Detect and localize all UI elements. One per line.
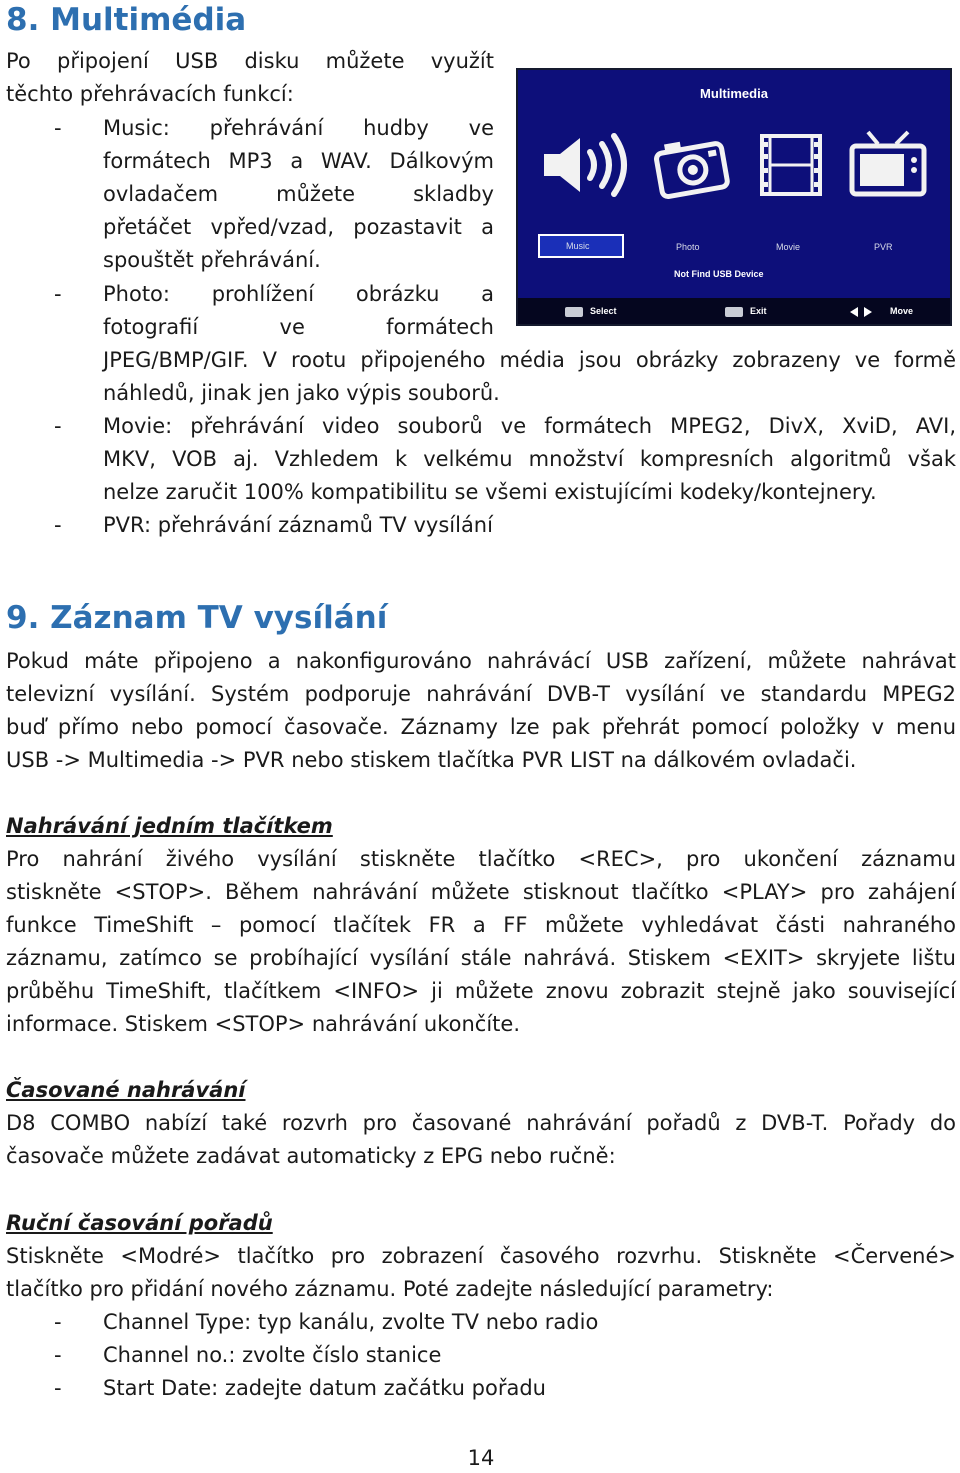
movie-line: Movie: přehrávání video souborů ve formátech MPEG2, DivX, XviD, AVI, (103, 414, 956, 438)
music-line: ovladačem můžete skladby (103, 182, 494, 206)
list-dash: - (54, 1376, 62, 1400)
exit-hint: Exit (750, 306, 767, 316)
one-touch-heading: Nahrávání jedním tlačítkem (6, 814, 333, 838)
pvr-line: PVR: přehrávání záznamů TV vysílání (103, 513, 493, 537)
photo-line: Photo: prohlížení obrázku a (103, 282, 494, 306)
list-item-movie (6, 410, 956, 509)
list-item-text: Channel no.: zvolte číslo stanice (103, 1343, 442, 1367)
list-item (6, 1306, 956, 1339)
paragraph-line: televizní vysílání. Systém podporuje nahrávání DVB-T vysílání ve standardu MPEG2 (6, 682, 956, 706)
ok-button-icon (564, 306, 584, 318)
paragraph-line: D8 COMBO nabízí také rozvrh pro časované nahrávání pořadů z DVB-T. Pořady do (6, 1111, 956, 1135)
paragraph-line: informace. Stiskem <STOP> nahrávání ukončíte. (6, 1012, 521, 1036)
paragraph-line: USB -> Multimedia -> PVR nebo stiskem tlačítka PVR LIST na dálkovém ovladači. (6, 748, 857, 772)
photo-line: fotografií ve formátech (103, 315, 494, 339)
list-item (6, 1372, 956, 1405)
paragraph-line: průběhu TimeShift, tlačítkem <INFO> ji můžete znovu zobrazit stejně jako související (6, 979, 956, 1003)
arrow-keys-icon (848, 306, 888, 318)
photo-line: náhledů, jinak jen jako výpis souborů. (103, 381, 500, 405)
intro-line: Po připojení USB disku můžete využít (6, 49, 494, 73)
intro-line: těchto přehrávacích funkcí: (6, 82, 294, 106)
tab-music[interactable] (538, 234, 624, 258)
list-item-text: Channel Type: typ kanálu, zvolte TV nebo radio (103, 1310, 599, 1334)
section-9-paragraph (6, 645, 956, 777)
tab-pvr[interactable]: PVR (874, 242, 893, 252)
list-dash: - (54, 513, 62, 537)
paragraph-line: funkce TimeShift – pomocí tlačítek FR a FF můžete vyhledávat části nahraného (6, 913, 956, 937)
music-line: spouštět přehrávání. (103, 248, 321, 272)
exit-button-icon (724, 306, 744, 318)
paragraph-line: tlačítko pro přidání nového záznamu. Poté zadejte následující parametry: (6, 1277, 774, 1301)
list-item-pvr (6, 509, 956, 542)
list-dash: - (54, 116, 62, 140)
speaker-icon (540, 130, 632, 200)
camera-icon (652, 130, 732, 200)
paragraph-line: Pro nahrání živého vysílání stiskněte tlačítko <REC>, pro ukončení záznamu (6, 847, 956, 871)
paragraph-line: záznamu, zatímco se probíhající vysílání stále nahrává. Stiskem <EXIT> skryjete lištu (6, 946, 956, 970)
paragraph-line: stiskněte <STOP>. Během nahrávání můžete stisknout tlačítko <PLAY> pro zahájení (6, 880, 956, 904)
multimedia-menu-screenshot (516, 68, 952, 326)
paragraph-line: Pokud máte připojeno a nakonfigurováno nahrávácí USB zařízení, můžete nahrávat (6, 649, 956, 673)
tv-icon (848, 130, 928, 200)
music-line: přetáčet vpřed/vzad, pozastavit a (103, 215, 494, 239)
page-number: 14 (467, 1446, 495, 1470)
section-8-heading: 8. Multimédia (6, 2, 247, 38)
manual-parameter-list (6, 1306, 956, 1405)
tab-photo[interactable]: Photo (676, 242, 700, 252)
list-dash: - (54, 282, 62, 306)
music-line: Music: přehrávání hudby ve (103, 116, 494, 140)
manual-paragraph (6, 1240, 956, 1306)
menu-title: Multimedia (700, 86, 768, 101)
select-hint: Select (590, 306, 617, 316)
film-icon (756, 130, 826, 200)
paragraph-line: Stiskněte <Modré> tlačítko pro zobrazení časového rozvrhu. Stiskněte <Červené> (6, 1244, 956, 1268)
timed-heading: Časované nahrávání (6, 1078, 246, 1102)
section-8-intro (6, 45, 494, 111)
tab-music-label: Music (566, 241, 590, 251)
list-dash: - (54, 414, 62, 438)
timed-paragraph (6, 1107, 956, 1173)
status-message: Not Find USB Device (674, 269, 764, 279)
list-item-text: Start Date: zadejte datum začátku pořadu (103, 1376, 546, 1400)
list-dash: - (54, 1343, 62, 1367)
tab-movie[interactable]: Movie (776, 242, 801, 252)
move-hint: Move (890, 306, 914, 316)
photo-line: JPEG/BMP/GIF. V rootu připojeného média jsou obrázky zobrazeny ve formě (103, 348, 956, 372)
manual-heading: Ruční časování pořadů (6, 1211, 273, 1235)
list-dash: - (54, 1310, 62, 1334)
menu-footer-bar (518, 298, 950, 326)
music-line: formátech MP3 a WAV. Dálkovým (103, 149, 494, 173)
movie-line: MKV, VOB aj. Vzhledem k velkému množství kompresních algoritmů však (103, 447, 956, 471)
movie-line: nelze zaručit 100% kompatibilitu se všemi existujícími kodeky/kontejnery. (103, 480, 877, 504)
section-9-heading: 9. Záznam TV vysílání (6, 600, 388, 636)
one-touch-paragraph (6, 843, 956, 1041)
paragraph-line: časovače můžete zadávat automaticky z EPG nebo ručně: (6, 1144, 616, 1168)
list-item (6, 1339, 956, 1372)
paragraph-line: buď přímo nebo pomocí časovače. Záznamy lze pak přehrát pomocí položky v menu (6, 715, 956, 739)
list-item-music (6, 112, 494, 277)
